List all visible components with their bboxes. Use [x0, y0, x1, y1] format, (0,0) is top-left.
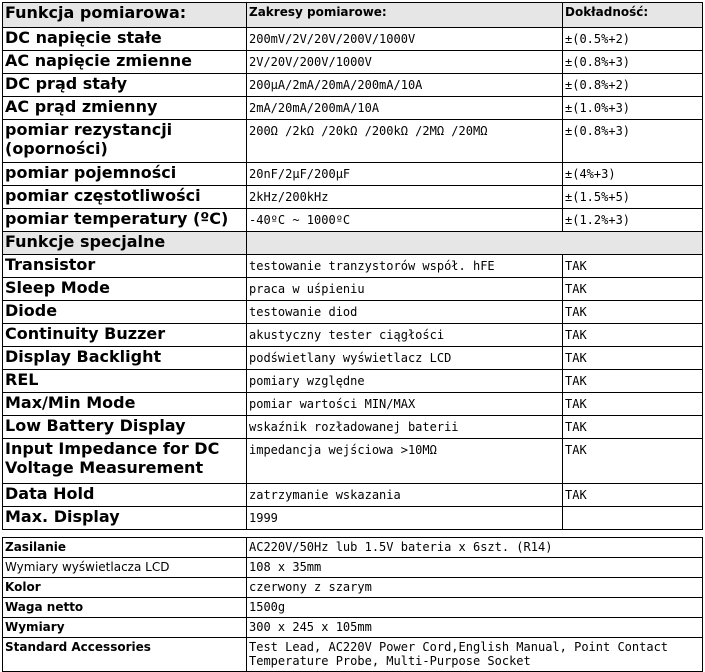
feature-name: Continuity Buzzer: [3, 324, 247, 347]
function-name: pomiar rezystancji (oporności): [3, 120, 247, 163]
feature-value: TAK: [563, 439, 703, 484]
function-accuracy: ±(0.8%+3): [563, 120, 703, 163]
feature-value: TAK: [563, 301, 703, 324]
feature-desc: testowanie tranzystorów współ. hFE: [247, 255, 563, 278]
spec-row: [3, 598, 703, 618]
feature-desc: pomiary względne: [247, 370, 563, 393]
table-header-row: [3, 3, 703, 28]
table-row: [3, 416, 703, 439]
function-ranges: 2kHz/200kHz: [247, 186, 563, 209]
feature-name: Diode: [3, 301, 247, 324]
spec-key: Standard Accessories: [3, 638, 247, 672]
table-row: [3, 28, 703, 51]
spec-row: [3, 618, 703, 638]
table-row: [3, 120, 703, 163]
feature-desc: podświetlany wyświetlacz LCD: [247, 347, 563, 370]
function-accuracy: ±(1.0%+3): [563, 97, 703, 120]
table-row: [3, 393, 703, 416]
spec-key: Zasilanie: [3, 538, 247, 558]
spec-value: AC220V/50Hz lub 1.5V bateria x 6szt. (R14): [247, 538, 703, 558]
spec-value: czerwony z szarym: [247, 578, 703, 598]
spec-value: Test Lead, AC220V Power Cord,English Manual, Point Contact Temperature Probe, Multi-Purpose Socket: [247, 638, 703, 672]
feature-name: Input Impedance for DC Voltage Measurement: [3, 439, 247, 484]
table-row: [3, 370, 703, 393]
feature-value: TAK: [563, 347, 703, 370]
measurement-table: [2, 2, 703, 530]
table-row: [3, 163, 703, 186]
feature-desc: akustyczny tester ciągłości: [247, 324, 563, 347]
function-ranges: -40ºC ~ 1000ºC: [247, 209, 563, 232]
function-ranges: 20nF/2µF/200µF: [247, 163, 563, 186]
function-accuracy: ±(1.2%+3): [563, 209, 703, 232]
section-header-row: [3, 232, 703, 255]
spec-value: 108 x 35mm: [247, 558, 703, 578]
feature-name: REL: [3, 370, 247, 393]
feature-desc: 1999: [247, 507, 563, 530]
feature-value: TAK: [563, 370, 703, 393]
spec-value: 1500g: [247, 598, 703, 618]
feature-desc: zatrzymanie wskazania: [247, 484, 563, 507]
feature-name: Data Hold: [3, 484, 247, 507]
table-row: [3, 74, 703, 97]
table-row: [3, 301, 703, 324]
feature-name: Max. Display: [3, 507, 247, 530]
feature-value: TAK: [563, 416, 703, 439]
function-ranges: 200mV/2V/20V/200V/1000V: [247, 28, 563, 51]
function-name: AC napięcie zmienne: [3, 51, 247, 74]
feature-desc: praca w uśpieniu: [247, 278, 563, 301]
function-ranges: 200µA/2mA/20mA/200mA/10A: [247, 74, 563, 97]
table-row: [3, 278, 703, 301]
spec-row: [3, 538, 703, 558]
feature-value: TAK: [563, 484, 703, 507]
function-name: DC napięcie stałe: [3, 28, 247, 51]
spec-row: [3, 578, 703, 598]
function-name: pomiar pojemności: [3, 163, 247, 186]
function-name: AC prąd zmienny: [3, 97, 247, 120]
section-title: Funkcje specjalne: [3, 232, 247, 255]
table-row: [3, 97, 703, 120]
spec-sheet: [2, 2, 702, 672]
function-ranges: 200Ω /2kΩ /20kΩ /200kΩ /2MΩ /20MΩ: [247, 120, 563, 163]
table-row: [3, 324, 703, 347]
function-name: pomiar temperatury (ºC): [3, 209, 247, 232]
spec-value: 300 x 245 x 105mm: [247, 618, 703, 638]
header-function: Funkcja pomiarowa:: [3, 3, 247, 28]
function-accuracy: ±(4%+3): [563, 163, 703, 186]
feature-value: TAK: [563, 324, 703, 347]
feature-value: TAK: [563, 393, 703, 416]
feature-name: Transistor: [3, 255, 247, 278]
function-accuracy: ±(0.8%+2): [563, 74, 703, 97]
function-ranges: 2V/20V/200V/1000V: [247, 51, 563, 74]
header-accuracy: Dokładność:: [563, 3, 703, 28]
feature-value: TAK: [563, 278, 703, 301]
spec-row: [3, 638, 703, 672]
spec-key: Waga netto: [3, 598, 247, 618]
function-name: pomiar częstotliwości: [3, 186, 247, 209]
table-row: [3, 507, 703, 530]
specs-table: [2, 537, 703, 672]
table-row: [3, 439, 703, 484]
feature-desc: wskaźnik rozładowanej baterii: [247, 416, 563, 439]
spec-key: Wymiary: [3, 618, 247, 638]
feature-desc: pomiar wartości MIN/MAX: [247, 393, 563, 416]
spec-key: Wymiary wyświetlacza LCD: [3, 558, 247, 578]
section-filler: [247, 232, 703, 255]
function-accuracy: ±(0.8%+3): [563, 51, 703, 74]
feature-name: Sleep Mode: [3, 278, 247, 301]
feature-value: [563, 507, 703, 530]
table-row: [3, 186, 703, 209]
feature-desc: testowanie diod: [247, 301, 563, 324]
feature-name: Display Backlight: [3, 347, 247, 370]
feature-value: TAK: [563, 255, 703, 278]
table-row: [3, 255, 703, 278]
table-row: [3, 347, 703, 370]
function-ranges: 2mA/20mA/200mA/10A: [247, 97, 563, 120]
function-accuracy: ±(1.5%+5): [563, 186, 703, 209]
table-row: [3, 51, 703, 74]
feature-desc: impedancja wejściowa >10MΩ: [247, 439, 563, 484]
spec-key: Kolor: [3, 578, 247, 598]
feature-name: Max/Min Mode: [3, 393, 247, 416]
feature-name: Low Battery Display: [3, 416, 247, 439]
header-ranges: Zakresy pomiarowe:: [247, 3, 563, 28]
function-name: DC prąd stały: [3, 74, 247, 97]
table-row: [3, 484, 703, 507]
function-accuracy: ±(0.5%+2): [563, 28, 703, 51]
spec-row: [3, 558, 703, 578]
table-row: [3, 209, 703, 232]
